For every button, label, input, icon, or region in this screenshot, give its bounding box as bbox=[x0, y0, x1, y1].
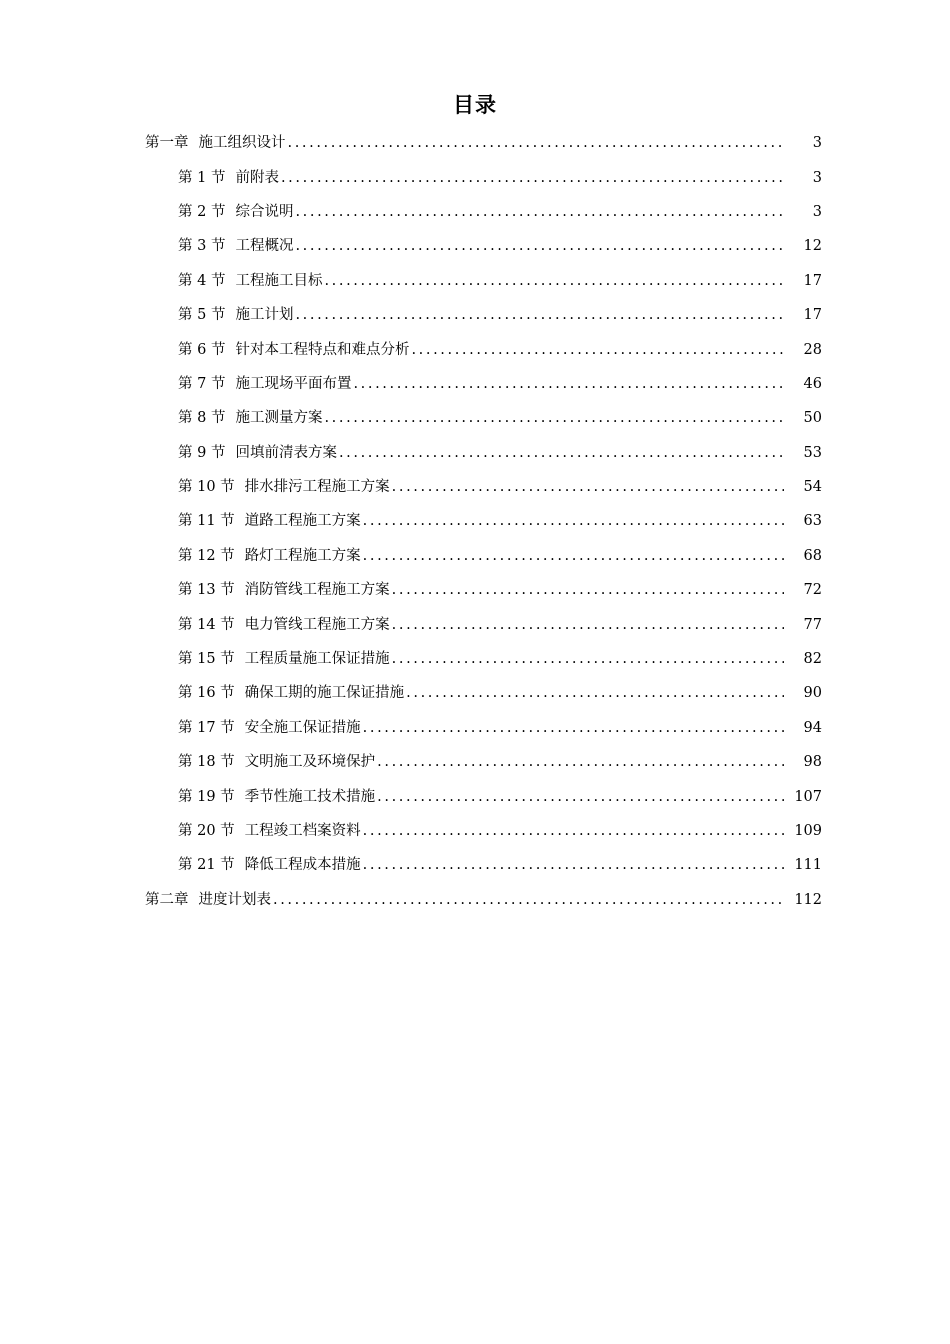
toc-entry-number: 第一章 bbox=[145, 135, 189, 152]
toc-entry-section-2[interactable] bbox=[0, 195, 950, 229]
toc-dot-leader bbox=[288, 133, 785, 153]
toc-entry-label bbox=[178, 787, 377, 807]
toc-entry-title: 前附表 bbox=[235, 169, 279, 186]
toc-entry-page: 3 bbox=[812, 169, 822, 186]
toc-entry-page: 46 bbox=[803, 375, 822, 392]
toc-entry-page: 17 bbox=[803, 307, 822, 324]
toc-dot-leader bbox=[363, 511, 784, 531]
toc-entry-section-9[interactable] bbox=[0, 436, 950, 470]
toc-dot-leader bbox=[392, 477, 784, 497]
toc-entry-label bbox=[178, 202, 295, 222]
toc-dot-leader bbox=[324, 271, 784, 291]
toc-entry-section-12[interactable] bbox=[0, 539, 950, 573]
toc-entry-section-5[interactable] bbox=[0, 298, 950, 332]
toc-entry-title: 进度计划表 bbox=[198, 891, 271, 908]
toc-entry-title: 工程概况 bbox=[235, 238, 294, 255]
toc-entry-page: 90 bbox=[803, 685, 822, 702]
toc-entry-label bbox=[178, 580, 392, 600]
toc-entry-label bbox=[178, 236, 295, 256]
toc-list bbox=[0, 126, 950, 917]
toc-entry-title: 施工现场平面布置 bbox=[235, 375, 352, 392]
toc-entry-title: 综合说明 bbox=[235, 203, 294, 220]
toc-entry-number: 第 18 节 bbox=[178, 754, 235, 771]
toc-entry-number: 第 2 节 bbox=[178, 203, 226, 220]
toc-entry-section-19[interactable] bbox=[0, 779, 950, 813]
toc-entry-section-15[interactable] bbox=[0, 642, 950, 676]
toc-entry-section-16[interactable] bbox=[0, 676, 950, 710]
toc-dot-leader bbox=[295, 236, 784, 256]
toc-dot-leader bbox=[363, 718, 784, 738]
toc-entry-title: 排水排污工程施工方案 bbox=[244, 479, 390, 496]
toc-entry-section-3[interactable] bbox=[0, 229, 950, 263]
toc-entry-label bbox=[178, 855, 363, 875]
toc-entry-title: 道路工程施工方案 bbox=[244, 513, 361, 530]
toc-entry-number: 第 13 节 bbox=[178, 582, 235, 599]
toc-entry-number: 第 8 节 bbox=[178, 410, 226, 427]
toc-entry-number: 第 9 节 bbox=[178, 444, 226, 461]
toc-dot-leader bbox=[273, 890, 784, 910]
toc-entry-chapter-1[interactable] bbox=[0, 126, 950, 160]
toc-entry-label bbox=[178, 408, 324, 428]
toc-entry-number: 第 3 节 bbox=[178, 238, 226, 255]
toc-entry-page: 72 bbox=[803, 582, 822, 599]
toc-entry-page: 94 bbox=[803, 719, 822, 736]
toc-entry-page: 17 bbox=[803, 272, 822, 289]
toc-entry-label bbox=[178, 649, 392, 669]
toc-entry-label bbox=[178, 718, 363, 738]
toc-entry-number: 第 12 节 bbox=[178, 547, 235, 564]
toc-entry-title: 季节性施工技术措施 bbox=[244, 788, 376, 805]
toc-dot-leader bbox=[324, 408, 784, 428]
toc-entry-page: 3 bbox=[812, 203, 822, 220]
toc-entry-title: 工程质量施工保证措施 bbox=[244, 651, 390, 668]
toc-dot-leader bbox=[353, 374, 784, 394]
toc-entry-section-4[interactable] bbox=[0, 264, 950, 298]
toc-dot-leader bbox=[295, 305, 784, 325]
toc-entry-title: 降低工程成本措施 bbox=[244, 857, 361, 874]
toc-dot-leader bbox=[281, 168, 784, 188]
toc-entry-label bbox=[145, 890, 273, 910]
toc-entry-page: 28 bbox=[803, 341, 822, 358]
toc-entry-title: 工程竣工档案资料 bbox=[244, 823, 361, 839]
toc-entry-number: 第二章 bbox=[145, 891, 189, 908]
toc-entry-section-20[interactable] bbox=[0, 814, 950, 848]
toc-entry-page: 12 bbox=[803, 238, 822, 255]
toc-entry-title: 施工测量方案 bbox=[235, 410, 323, 427]
toc-entry-number: 第 21 节 bbox=[178, 857, 235, 874]
toc-entry-section-21[interactable] bbox=[0, 848, 950, 882]
toc-entry-number: 第 15 节 bbox=[178, 651, 235, 668]
toc-entry-label bbox=[178, 511, 363, 531]
toc-entry-number: 第 16 节 bbox=[178, 685, 235, 702]
toc-entry-page: 109 bbox=[794, 823, 822, 839]
toc-entry-page: 63 bbox=[803, 513, 822, 530]
toc-entry-number: 第 17 节 bbox=[178, 719, 235, 736]
toc-entry-section-14[interactable] bbox=[0, 607, 950, 641]
toc-entry-number: 第 11 节 bbox=[178, 513, 235, 530]
toc-dot-leader bbox=[406, 683, 784, 703]
toc-entry-number: 第 20 节 bbox=[178, 823, 235, 839]
toc-entry-number: 第 6 节 bbox=[178, 341, 226, 358]
toc-title: 目录 bbox=[453, 93, 497, 117]
toc-entry-title: 消防管线工程施工方案 bbox=[244, 582, 390, 599]
toc-entry-page: 98 bbox=[803, 754, 822, 771]
toc-dot-leader bbox=[295, 202, 784, 222]
toc-entry-chapter-2[interactable] bbox=[0, 883, 950, 917]
toc-dot-leader bbox=[377, 752, 784, 772]
toc-entry-label bbox=[178, 546, 363, 566]
toc-entry-number: 第 5 节 bbox=[178, 307, 226, 324]
toc-entry-section-10[interactable] bbox=[0, 470, 950, 504]
toc-entry-title: 施工计划 bbox=[235, 307, 294, 324]
toc-entry-title: 工程施工目标 bbox=[235, 272, 323, 289]
toc-dot-leader bbox=[339, 443, 784, 463]
toc-dot-leader bbox=[392, 615, 784, 635]
toc-entry-section-11[interactable] bbox=[0, 504, 950, 538]
toc-entry-page: 111 bbox=[794, 857, 822, 874]
toc-entry-page: 3 bbox=[812, 135, 822, 152]
toc-entry-number: 第 4 节 bbox=[178, 272, 226, 289]
toc-entry-page: 112 bbox=[794, 891, 822, 908]
toc-entry-section-8[interactable] bbox=[0, 401, 950, 435]
toc-dot-leader bbox=[377, 787, 784, 807]
toc-dot-leader bbox=[411, 340, 784, 360]
toc-entry-label bbox=[178, 752, 377, 772]
toc-entry-page: 53 bbox=[803, 444, 822, 461]
toc-entry-label bbox=[145, 133, 288, 153]
toc-entry-page: 107 bbox=[794, 788, 822, 805]
toc-entry-label bbox=[178, 305, 295, 325]
toc-entry-page: 82 bbox=[803, 651, 822, 668]
toc-entry-section-13[interactable] bbox=[0, 573, 950, 607]
toc-entry-page: 50 bbox=[803, 410, 822, 427]
toc-entry-section-1[interactable] bbox=[0, 160, 950, 194]
toc-entry-title: 确保工期的施工保证措施 bbox=[244, 685, 405, 702]
toc-entry-section-18[interactable] bbox=[0, 745, 950, 779]
toc-entry-number: 第 19 节 bbox=[178, 788, 235, 805]
toc-entry-title: 电力管线工程施工方案 bbox=[244, 616, 390, 633]
toc-entry-label bbox=[178, 615, 392, 635]
toc-entry-title: 施工组织设计 bbox=[198, 135, 286, 152]
toc-entry-title: 回填前清表方案 bbox=[235, 444, 337, 461]
toc-entry-label bbox=[178, 340, 411, 360]
toc-dot-leader bbox=[392, 649, 784, 669]
toc-dot-leader bbox=[392, 580, 784, 600]
toc-dot-leader bbox=[363, 855, 784, 875]
toc-entry-label bbox=[178, 443, 339, 463]
toc-entry-title: 安全施工保证措施 bbox=[244, 719, 361, 736]
toc-entry-title: 文明施工及环境保护 bbox=[244, 754, 376, 771]
toc-entry-title: 路灯工程施工方案 bbox=[244, 547, 361, 564]
toc-entry-label bbox=[178, 168, 281, 188]
toc-entry-number: 第 7 节 bbox=[178, 375, 226, 392]
toc-entry-number: 第 14 节 bbox=[178, 616, 235, 633]
toc-entry-number: 第 10 节 bbox=[178, 479, 235, 496]
toc-entry-label bbox=[178, 374, 353, 394]
toc-entry-section-7[interactable] bbox=[0, 367, 950, 401]
toc-entry-section-17[interactable] bbox=[0, 711, 950, 745]
toc-entry-page: 54 bbox=[803, 479, 822, 496]
toc-entry-section-6[interactable] bbox=[0, 332, 950, 366]
toc-entry-label bbox=[178, 271, 324, 291]
toc-entry-label bbox=[178, 821, 363, 841]
toc-entry-page: 77 bbox=[803, 616, 822, 633]
toc-entry-label bbox=[178, 477, 392, 497]
toc-entry-page: 68 bbox=[803, 547, 822, 564]
toc-dot-leader bbox=[363, 821, 784, 841]
toc-entry-number: 第 1 节 bbox=[178, 169, 226, 186]
toc-entry-title: 针对本工程特点和难点分析 bbox=[235, 341, 410, 358]
toc-dot-leader bbox=[363, 546, 784, 566]
toc-entry-label bbox=[178, 683, 406, 703]
